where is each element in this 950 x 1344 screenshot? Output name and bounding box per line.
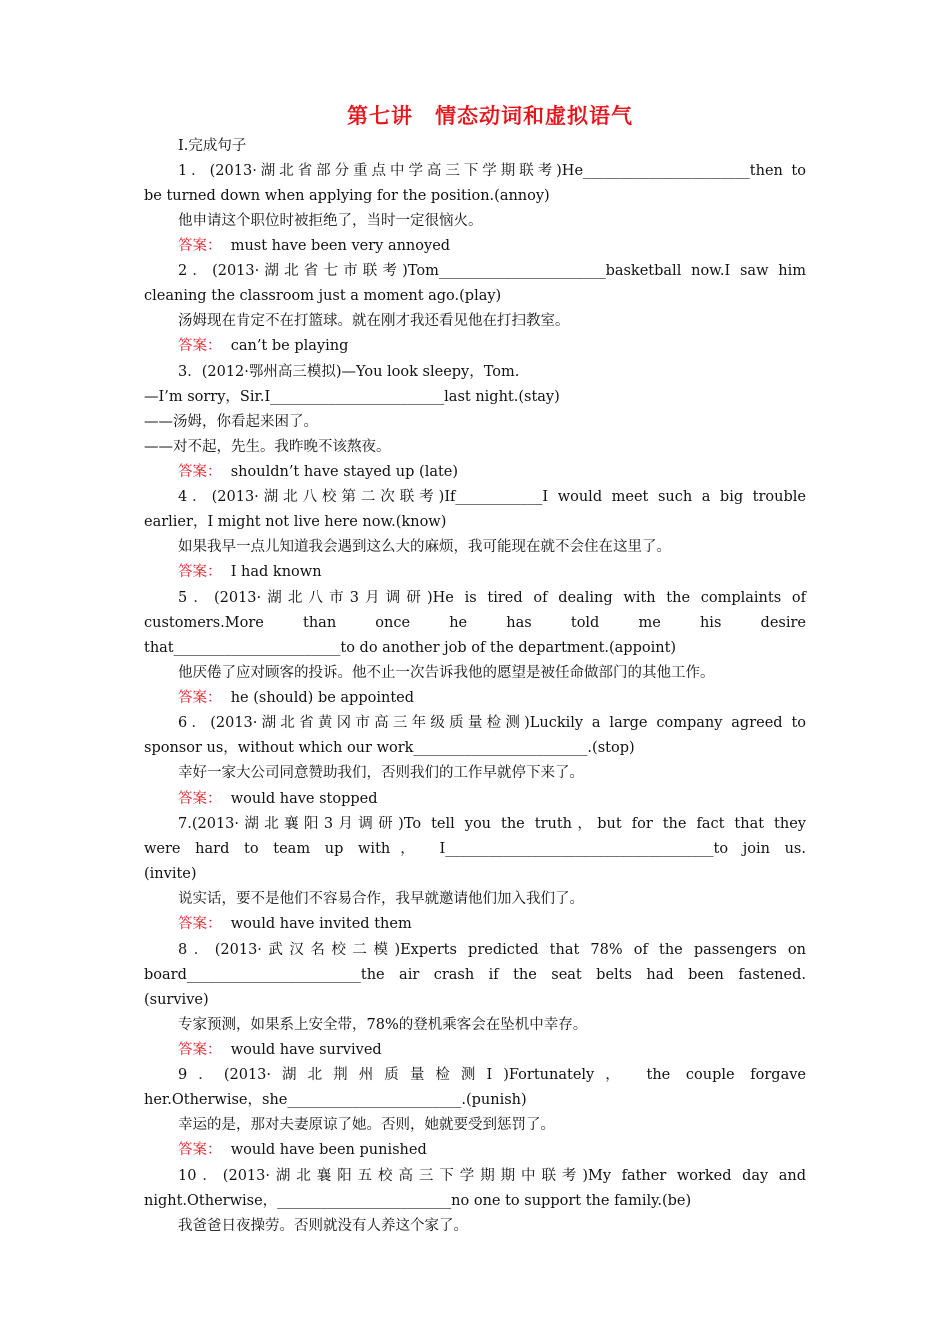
question-7-line-3: (invite) (144, 866, 197, 882)
question-1-answer-row (178, 234, 806, 259)
question-7-answer: would have invited them (230, 916, 412, 932)
question-2-answer: can’t be playing (230, 338, 349, 354)
answer-label: 答案： (178, 564, 222, 580)
question-2-line-1: 2．(2013·湖北省七市联考)Tom_______________________basketball now.I saw him (178, 263, 806, 279)
question-5-line-3: that_______________________to do another job of the department.(appoint) (144, 640, 677, 656)
question-9-answer-row (178, 1138, 806, 1163)
question-4-line-1: 4．(2013·湖北八校第二次联考)If____________I would meet such a big trouble (178, 489, 806, 505)
question-7-line-2: were hard to team up with， I_____________________________________to join us. (144, 841, 806, 857)
answer-label: 答案： (178, 338, 222, 354)
question-1-line-1: 1．(2013·湖北省部分重点中学高三下学期联考)He_______________________then to (178, 163, 806, 179)
answer-label: 答案： (178, 1042, 222, 1058)
question-7-answer-row (178, 912, 806, 937)
question-1-line-2: be turned down when applying for the position.(annoy) (144, 188, 550, 204)
answer-label: 答案： (178, 791, 222, 807)
question-10-translation: 我爸爸日夜操劳。否则就没有人养这个家了。 (178, 1218, 468, 1234)
question-6-translation: 幸好一家大公司同意赞助我们，否则我们的工作早就停下来了。 (178, 765, 584, 781)
question-6-answer-row (178, 787, 806, 812)
question-8-translation: 专家预测，如果系上安全带，78%的登机乘客会在坠机中幸存。 (178, 1017, 588, 1033)
question-3-translation-2: ——对不起，先生。我昨晚不该熬夜。 (144, 439, 391, 455)
question-3-line-1: 3．(2012·鄂州高三模拟)—You look sleepy，Tom. (178, 364, 520, 380)
question-1-translation: 他申请这个职位时被拒绝了，当时一定很恼火。 (178, 213, 483, 229)
question-8-answer-row (178, 1038, 806, 1063)
answer-label: 答案： (178, 690, 222, 706)
answer-label: 答案： (178, 464, 222, 480)
question-5-answer: he (should) be appointed (230, 690, 415, 706)
answer-label: 答案： (178, 1142, 222, 1158)
question-9-answer: would have been punished (230, 1142, 427, 1158)
question-6-answer: would have stopped (230, 791, 378, 807)
question-6-line-2: sponsor us，without which our work________________________.(stop) (144, 740, 635, 756)
question-3-line-2: —I’m sorry，Sir.I________________________last night.(stay) (144, 389, 560, 405)
question-4-answer-row (178, 560, 806, 585)
question-5-line-2: customers.More than once he has told me his desire (144, 615, 806, 631)
question-10-line-2: night.Otherwise，________________________no one to support the family.(be) (144, 1193, 692, 1209)
section-heading: Ⅰ.完成句子 (178, 138, 247, 154)
question-4-translation: 如果我早一点儿知道我会遇到这么大的麻烦，我可能现在就不会住在这里了。 (178, 539, 671, 555)
question-3-answer-row (178, 460, 806, 485)
answer-label: 答案： (178, 916, 222, 932)
answer-label: 答案： (178, 238, 222, 254)
question-3-translation-1: ——汤姆，你看起来困了。 (144, 414, 318, 430)
question-4-line-2: earlier，I might not live here now.(know) (144, 514, 447, 530)
question-9-line-1: 9．(2013·湖北荆州质量检测Ⅰ)Fortunately， the couple forgave (178, 1067, 806, 1083)
question-7-translation: 说实话，要不是他们不容易合作，我早就邀请他们加入我们了。 (178, 891, 584, 907)
question-7-line-1: 7.(2013·湖北襄阳3月调研)To tell you the truth，but for the fact that they (178, 816, 806, 832)
question-9-translation: 幸运的是，那对夫妻原谅了她。否则，她就要受到惩罚了。 (178, 1117, 555, 1133)
question-2-line-2: cleaning the classroom just a moment ago.(play) (144, 288, 502, 304)
question-1-answer: must have been very annoyed (230, 238, 451, 254)
question-8-line-1: 8．(2013·武汉名校二模)Experts predicted that 78% of the passengers on (178, 942, 806, 958)
page-title: 第七讲 情态动词和虚拟语气 (347, 104, 633, 128)
question-4-answer: I had known (230, 564, 322, 580)
question-9-line-2: her.Otherwise，she________________________.(punish) (144, 1092, 527, 1108)
question-2-answer-row (178, 334, 806, 359)
question-5-translation: 他厌倦了应对顾客的投诉。他不止一次告诉我他的愿望是被任命做部门的其他工作。 (178, 665, 715, 681)
question-2-translation: 汤姆现在肯定不在打篮球。就在刚才我还看见他在打扫教室。 (178, 313, 570, 329)
question-5-line-1: 5．(2013·湖北八市3月调研)He is tired of dealing with the complaints of (178, 590, 806, 606)
question-8-line-2: board________________________the air crash if the seat belts had been fastened. (144, 967, 806, 983)
question-6-line-1: 6．(2013·湖北省黄冈市高三年级质量检测)Luckily a large company agreed to (178, 715, 806, 731)
question-3-answer: shouldn’t have stayed up (late) (230, 464, 459, 480)
question-8-line-3: (survive) (144, 992, 209, 1008)
question-8-answer: would have survived (230, 1042, 382, 1058)
question-5-answer-row (178, 686, 806, 711)
question-10-line-1: 10．(2013·湖北襄阳五校高三下学期期中联考)My father worked day and (178, 1168, 806, 1184)
